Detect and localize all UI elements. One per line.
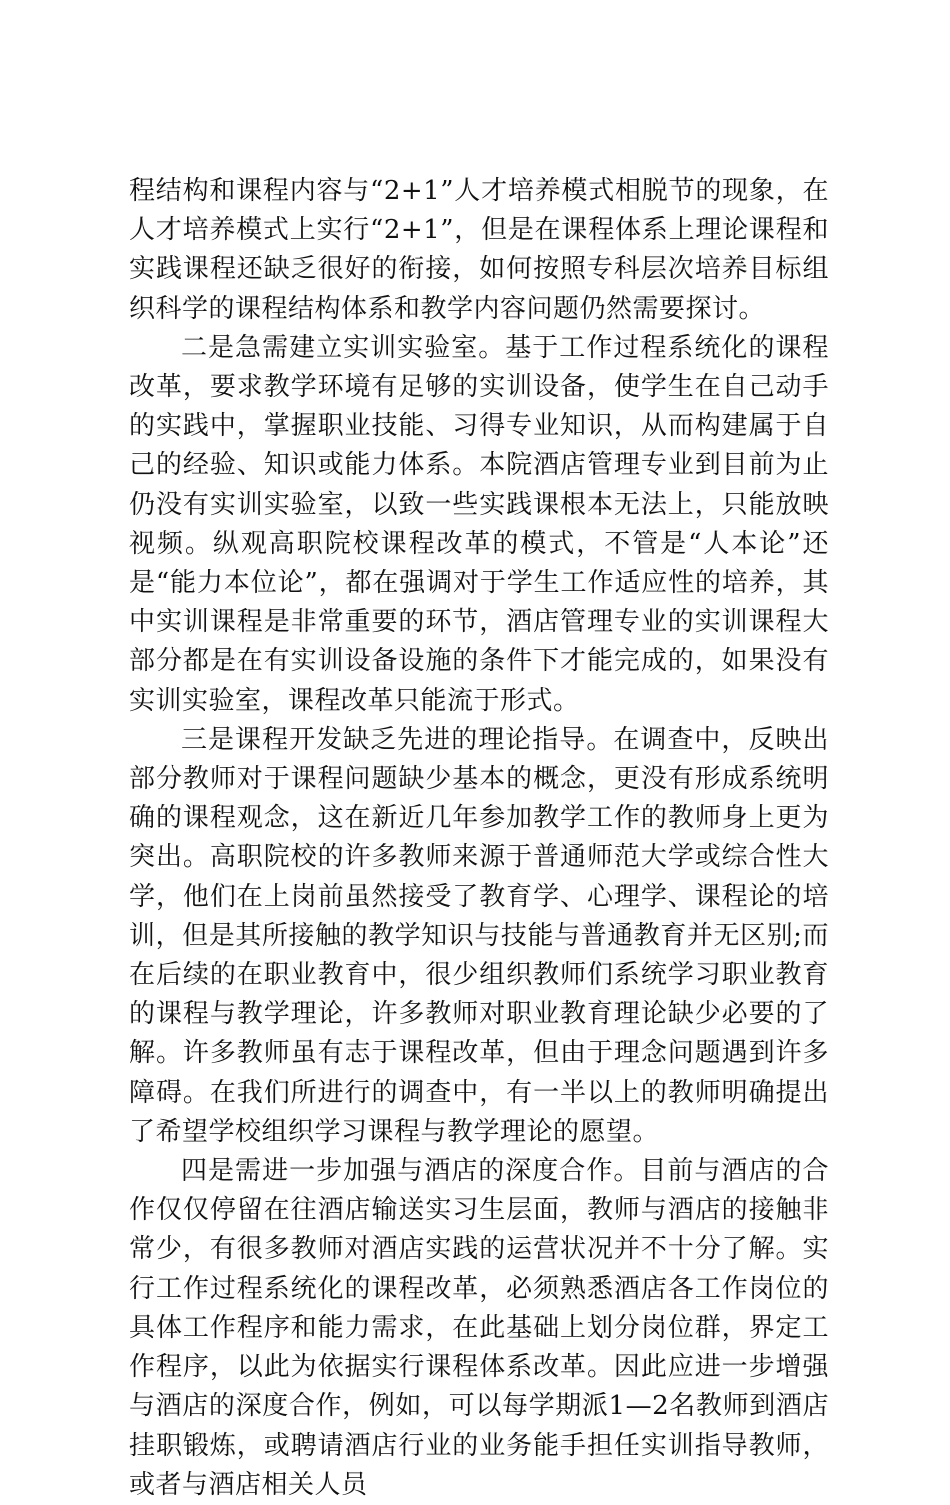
paragraph-continuation: 程结构和课程内容与“2+1”人才培养模式相脱节的现象，在人才培养模式上实行“2+1”，但是在课程体系上理论课程和实践课程还缺乏很好的衔接，如何按照专科层次培养目标组织科学的课程结构体系和教学内容问题仍然需要探讨。 (129, 176, 829, 324)
body-text (129, 172, 829, 1505)
paragraph-theory-guidance: 三是课程开发缺乏先进的理论指导。在调查中，反映出部分教师对于课程问题缺少基本的概念，更没有形成系统明确的课程观念，这在新近几年参加教学工作的教师身上更为突出。高职院校的许多教师来源于普通师范大学或综合性大学，他们在上岗前虽然接受了教育学、心理学、课程论的培训，但是其所接触的教学知识与技能与普通教育并无区别;而在后续的在职业教育中，很少组织教师们系统学习职业教育的课程与教学理论，许多教师对职业教育理论缺少必要的了解。许多教师虽有志于课程改革，但由于理念问题遇到许多障碍。在我们所进行的调查中，有一半以上的教师明确提出了希望学校组织学习课程与教学理论的愿望。 (129, 724, 829, 1147)
paragraph-hotel-cooperation: 四是需进一步加强与酒店的深度合作。目前与酒店的合作仅仅停留在往酒店输送实习生层面，教师与酒店的接触非常少，有很多教师对酒店实践的运营状况并不十分了解。实行工作过程系统化的课程改革，必须熟悉酒店各工作岗位的具体工作程序和能力需求，在此基础上划分岗位群，界定工作程序，以此为依据实行课程体系改革。因此应进一步增强与酒店的深度合作，例如，可以每学期派1—2名教师到酒店挂职锻炼，或聘请酒店行业的业务能手担任实训指导教师，或者与酒店相关人员 (129, 1156, 829, 1500)
paragraph-training-lab: 二是急需建立实训实验室。基于工作过程系统化的课程改革，要求教学环境有足够的实训设备，使学生在自己动手的实践中，掌握职业技能、习得专业知识，从而构建属于自己的经验、知识或能力体系。本院酒店管理专业到目前为止仍没有实训实验室，以致一些实践课根本无法上，只能放映视频。纵观高职院校课程改革的模式，不管是“人本论”还是“能力本位论”，都在强调对于学生工作适应性的培养，其中实训课程是非常重要的环节，酒店管理专业的实训课程大部分都是在有实训设备设施的条件下才能完成的，如果没有实训实验室，课程改革只能流于形式。 (129, 332, 829, 716)
